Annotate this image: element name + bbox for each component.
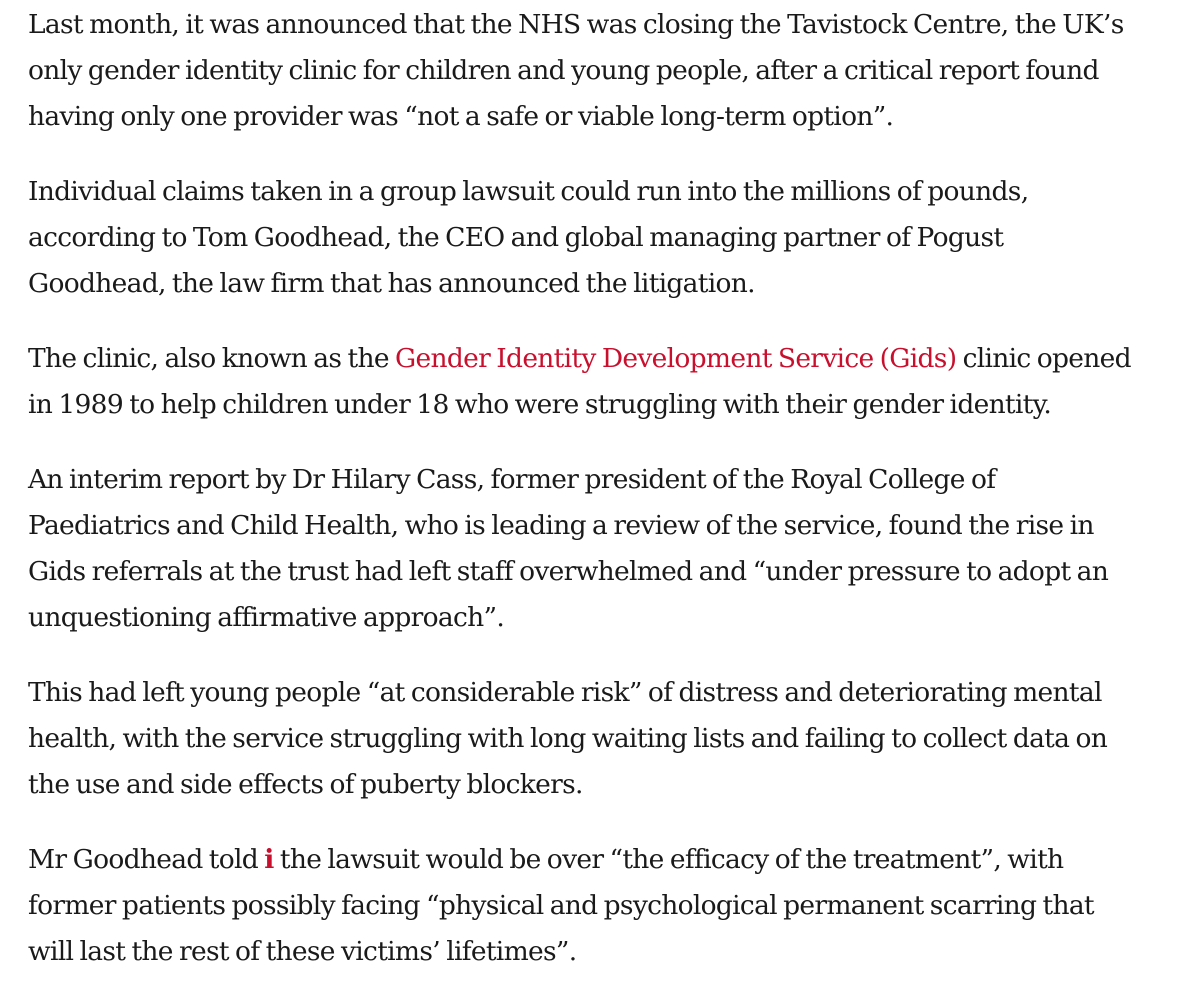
paragraph-line: in 1989 to help children under 18 who were struggling with their gender identity. bbox=[28, 389, 1052, 420]
paragraph-line: An interim report by Dr Hilary Cass, former president of the Royal College of bbox=[28, 464, 996, 495]
paragraph-line: will last the rest of these victims’ lifetimes”. bbox=[28, 936, 577, 967]
paragraph-line bbox=[28, 837, 1094, 883]
paragraph-text: The clinic, also known as the bbox=[28, 343, 396, 374]
paragraph-line: having only one provider was “not a safe or viable long-term option”. bbox=[28, 101, 894, 132]
paragraph-line: Gids referrals at the trust had left staff overwhelmed and “under pressure to adopt an bbox=[28, 556, 1109, 587]
paragraph-line: Individual claims taken in a group lawsuit could run into the millions of pounds, bbox=[28, 176, 1029, 207]
paragraph-2 bbox=[28, 169, 1028, 307]
paragraph-line: Goodhead, the law firm that has announced the litigation. bbox=[28, 268, 755, 299]
paragraph-4 bbox=[28, 457, 1108, 641]
paragraph-5 bbox=[28, 670, 1107, 808]
paragraph-line: unquestioning affirmative approach”. bbox=[28, 602, 505, 633]
gids-link[interactable]: Gender Identity Development Service (Gids) bbox=[395, 343, 957, 374]
i-logo-mark: i bbox=[264, 844, 274, 875]
paragraph-line: according to Tom Goodhead, the CEO and global managing partner of Pogust bbox=[28, 222, 1004, 253]
paragraph-text: clinic opened bbox=[956, 343, 1131, 374]
paragraph-text: Mr Goodhead told bbox=[28, 844, 265, 875]
paragraph-line: Paediatrics and Child Health, who is leading a review of the service, found the rise in bbox=[28, 510, 1094, 541]
paragraph-line: health, with the service struggling with long waiting lists and failing to collect data on bbox=[28, 723, 1108, 754]
paragraph-text: the lawsuit would be over “the efficacy of the treatment”, with bbox=[273, 844, 1064, 875]
paragraph-line: Last month, it was announced that the NHS was closing the Tavistock Centre, the UK’s bbox=[28, 9, 1124, 40]
paragraph-3 bbox=[28, 336, 1131, 428]
paragraph-line: This had left young people “at considerable risk” of distress and deteriorating mental bbox=[28, 677, 1102, 708]
paragraph-line: only gender identity clinic for children and young people, after a critical report found bbox=[28, 55, 1099, 86]
paragraph-line: former patients possibly facing “physical and psychological permanent scarring that bbox=[28, 890, 1094, 921]
paragraph-1 bbox=[28, 2, 1124, 140]
paragraph-line: the use and side effects of puberty blockers. bbox=[28, 769, 583, 800]
paragraph-6 bbox=[28, 837, 1094, 975]
paragraph-line bbox=[28, 336, 1131, 382]
